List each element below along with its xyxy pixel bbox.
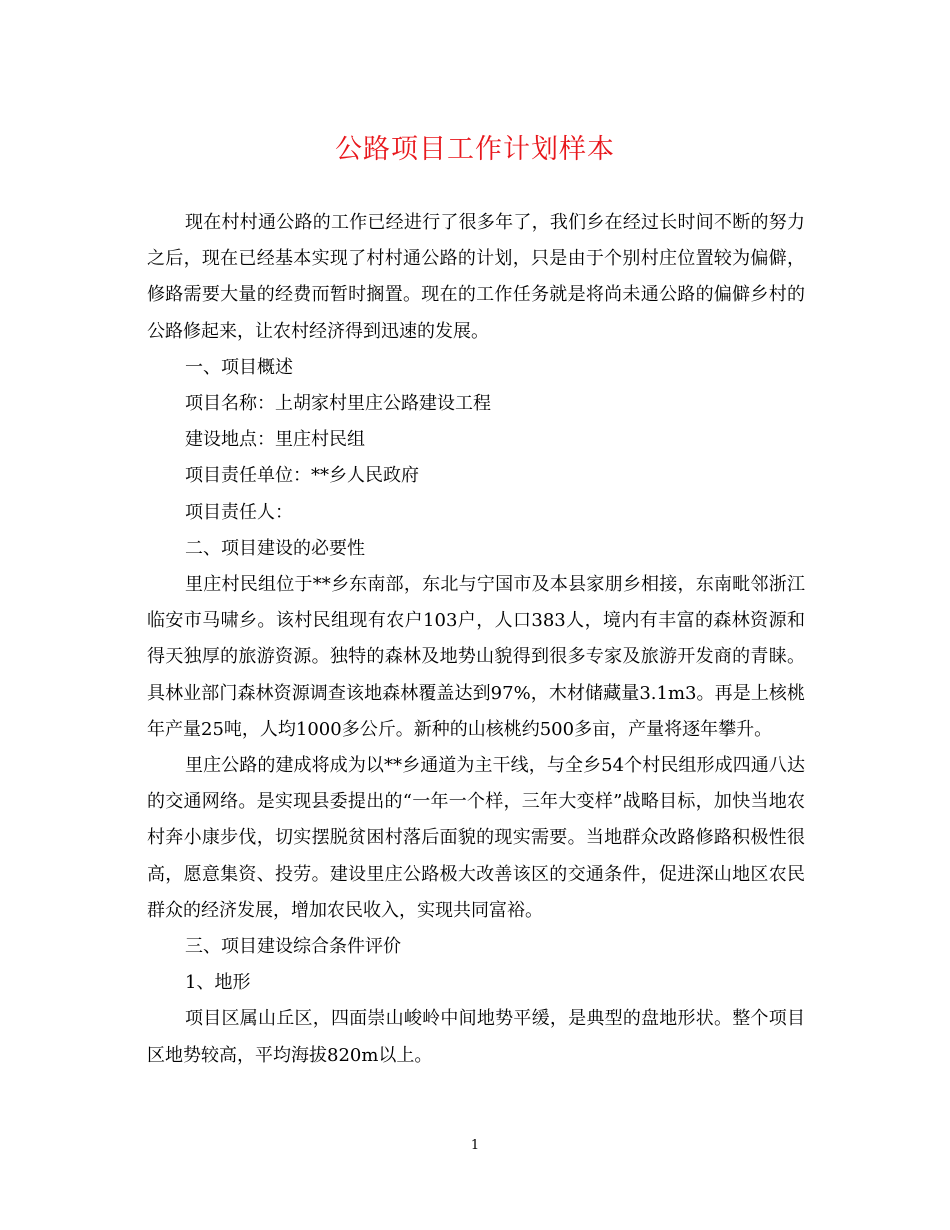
terrain-paragraph: 项目区属山丘区，四面崇山峻岭中间地势平缓，是典型的盘地形状。整个项目区地势较高，平均海拔820m以上。 (147, 1008, 805, 1066)
project-name-line: 项目名称：上胡家村里庄公路建设工程 (185, 393, 491, 415)
section-heading-overview: 一、项目概述 (185, 356, 293, 378)
responsible-unit-line: 项目责任单位：**乡人民政府 (185, 465, 419, 487)
necessity-paragraph-2: 里庄公路的建成将成为以**乡通道为主干线，与全乡54个村民组形成四通八达的交通网络。是实现县委提出的“一年一个样，三年大变样”战略目标，加快当地农村奔小康步伐，切实摆脱贫困村落后面貌的现实需要。当地群众改路修路积极性很高，愿意集资、投劳。建设里庄公路极大改善该区的交通条件，促进深山地区农民群众的经济发展，增加农民收入，实现共同富裕。 (147, 755, 805, 921)
intro-paragraph: 现在村村通公路的工作已经进行了很多年了，我们乡在经过长时间不断的努力之后，现在已经基本实现了村村通公路的计划，只是由于个别村庄位置较为偏僻，修路需要大量的经费而暂时搁置。现在的工作任务就是将尚未通公路的偏僻乡村的公路修起来，让农村经济得到迅速的发展。 (147, 212, 805, 342)
construction-site-line: 建设地点：里庄村民组 (185, 429, 365, 451)
subheading-terrain: 1、地形 (185, 972, 251, 994)
page-number: 1 (470, 1138, 480, 1153)
document-body (147, 205, 805, 1074)
document-title: 公路项目工作计划样本 (335, 134, 615, 165)
responsible-person-line: 项目责任人： (185, 501, 293, 523)
section-heading-evaluation: 三、项目建设综合条件评价 (185, 936, 401, 958)
section-heading-necessity: 二、项目建设的必要性 (185, 537, 365, 559)
necessity-paragraph-1: 里庄村民组位于**乡东南部，东北与宁国市及本县家朋乡相接，东南毗邻浙江临安市马啸乡。该村民组现有农户103户，人口383人，境内有丰富的森林资源和得天独厚的旅游资源。独特的森林及地势山貌得到很多专家及旅游开发商的青睐。具林业部门森林资源调查该地森林覆盖达到97%，木材储藏量3.1m3。再是上核桃年产量25吨，人均1000多公斤。新种的山核桃约500多亩，产量将逐年攀升。 (147, 574, 805, 740)
